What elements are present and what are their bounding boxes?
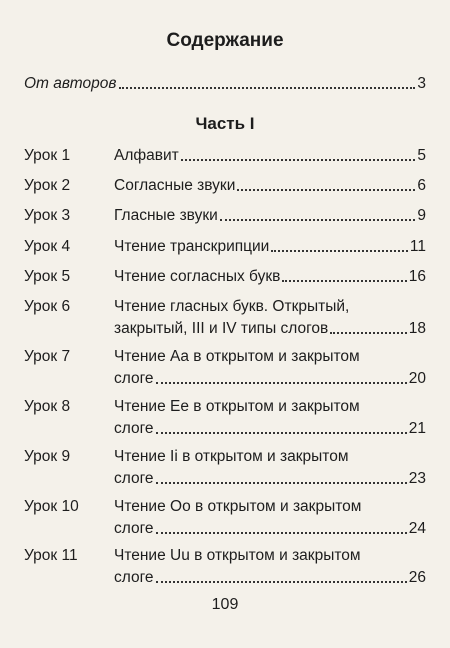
lesson-page: 24 [408, 520, 426, 537]
page-title: Содержание [166, 30, 284, 51]
lesson-title-block [114, 546, 426, 587]
lesson-page: 23 [408, 470, 426, 487]
lesson-title-block [114, 447, 426, 488]
lesson-page: 20 [408, 370, 426, 387]
lesson-page: 9 [417, 207, 426, 224]
lesson-page: 5 [417, 147, 426, 164]
lesson-title: Чтение Uu в открытом и закрытом [114, 547, 361, 564]
lesson-title: Чтение Oo в открытом и закрытом [114, 498, 362, 515]
lesson-number: Урок 10 [24, 498, 79, 515]
lesson-title-block [114, 267, 426, 286]
leader-dots [156, 531, 407, 534]
lesson-number: Урок 8 [24, 398, 71, 415]
leader-dots [237, 188, 415, 191]
lesson-title: Чтение транскрипции [114, 238, 270, 255]
lesson-title-block [114, 297, 426, 338]
leader-dots [156, 580, 407, 583]
intro-page: 3 [417, 75, 426, 92]
toc-entry-intro [24, 74, 426, 93]
lesson-number: Урок 9 [24, 448, 71, 465]
lesson-page: 18 [408, 320, 426, 337]
leader-dots [156, 481, 407, 484]
lesson-number: Урок 4 [24, 238, 71, 255]
lesson-title-block [114, 237, 426, 256]
leader-dots [119, 86, 416, 89]
lesson-page: 6 [417, 177, 426, 194]
lesson-number: Урок 7 [24, 348, 71, 365]
lesson-title-block [114, 176, 426, 195]
lesson-title-block [114, 397, 426, 438]
leader-dots [220, 218, 416, 221]
part-heading: Часть I [195, 114, 255, 133]
leader-dots [156, 381, 407, 384]
lesson-title: Чтение Aa в открытом и закрытом [114, 348, 360, 365]
lesson-title: закрытый, III и IV типы слогов [114, 320, 329, 337]
lesson-title: слоге [114, 470, 154, 487]
leader-dots [330, 331, 406, 334]
page-number: 109 [211, 596, 239, 613]
lesson-title: Алфавит [114, 147, 179, 164]
lesson-number: Урок 11 [24, 547, 78, 564]
lesson-title-block [114, 497, 426, 538]
lesson-page: 26 [408, 569, 426, 586]
leader-dots [282, 279, 406, 282]
lesson-page: 11 [409, 238, 426, 255]
lesson-title: слоге [114, 370, 154, 387]
leader-dots [271, 249, 408, 252]
leader-dots [156, 431, 407, 434]
lesson-title: Чтение гласных букв. Открытый, [114, 298, 350, 315]
lesson-number: Урок 3 [24, 207, 71, 224]
lesson-title: слоге [114, 520, 154, 537]
lesson-number: Урок 5 [24, 268, 71, 285]
lesson-title-block [114, 146, 426, 165]
lesson-title: Чтение согласных букв [114, 268, 281, 285]
lesson-number: Урок 2 [24, 177, 71, 194]
lesson-title: Чтение Ee в открытом и закрытом [114, 398, 360, 415]
lesson-title: Гласные звуки [114, 207, 218, 224]
lesson-page: 16 [408, 268, 426, 285]
lesson-title: слоге [114, 420, 154, 437]
lesson-number: Урок 6 [24, 298, 71, 315]
leader-dots [181, 158, 416, 161]
lesson-title: слоге [114, 569, 154, 586]
lesson-page: 21 [408, 420, 426, 437]
lesson-title: Согласные звуки [114, 177, 236, 194]
intro-label: От авторов [24, 75, 117, 92]
lesson-title-block [114, 206, 426, 225]
lesson-title-block [114, 347, 426, 388]
lesson-title: Чтение Ii в открытом и закрытом [114, 448, 349, 465]
lesson-number: Урок 1 [24, 147, 71, 164]
